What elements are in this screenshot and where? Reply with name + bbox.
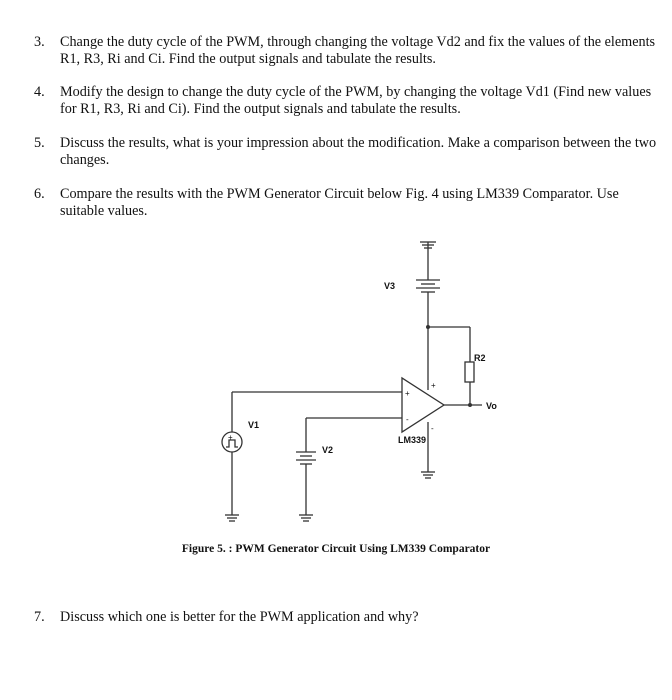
noninverting-terminal-label: + bbox=[405, 389, 410, 398]
junction-dot bbox=[426, 325, 430, 329]
figure-caption: Figure 5. : PWM Generator Circuit Using LM339 Comparator bbox=[181, 543, 491, 555]
r2-resistor bbox=[465, 362, 474, 382]
question-number: 3. bbox=[34, 34, 45, 50]
question-number: 7. bbox=[34, 609, 45, 625]
vo-label: Vo bbox=[486, 401, 497, 411]
question-text: Discuss which one is better for the PWM application and why? bbox=[60, 609, 419, 625]
v3-label: V3 bbox=[384, 281, 396, 291]
inverting-terminal-label: - bbox=[406, 415, 409, 424]
lm339-label: LM339 bbox=[398, 435, 427, 445]
junction-dot bbox=[468, 403, 472, 407]
gnd-terminal-label: - bbox=[431, 424, 434, 433]
vcc-terminal-label: + bbox=[431, 381, 436, 390]
v1-polarity-label: + bbox=[228, 433, 233, 442]
question-text: Discuss the results, what is your impression about the modification. Make a comparison between the two changes. bbox=[60, 135, 657, 168]
question-number: 6. bbox=[34, 186, 45, 202]
v2-label: V2 bbox=[322, 445, 334, 455]
question-number: 4. bbox=[34, 84, 45, 100]
v1-label: V1 bbox=[248, 420, 260, 430]
r2-label: R2 bbox=[474, 353, 486, 363]
question-text: Compare the results with the PWM Generator Circuit below Fig. 4 using LM339 Comparator. Use suitable values. bbox=[60, 186, 619, 219]
question-text: Change the duty cycle of the PWM, through changing the voltage Vd2 and fix the values of the elements R1, R3, Ri and Ci. Find the output signals and tabulate the results. bbox=[60, 34, 656, 67]
question-text: Modify the design to change the duty cycle of the PWM, by changing the voltage Vd1 (Find new values for R1, R3, Ri and Ci). Find the output signals and tabulate the results. bbox=[60, 84, 652, 117]
question-number: 5. bbox=[34, 135, 45, 151]
